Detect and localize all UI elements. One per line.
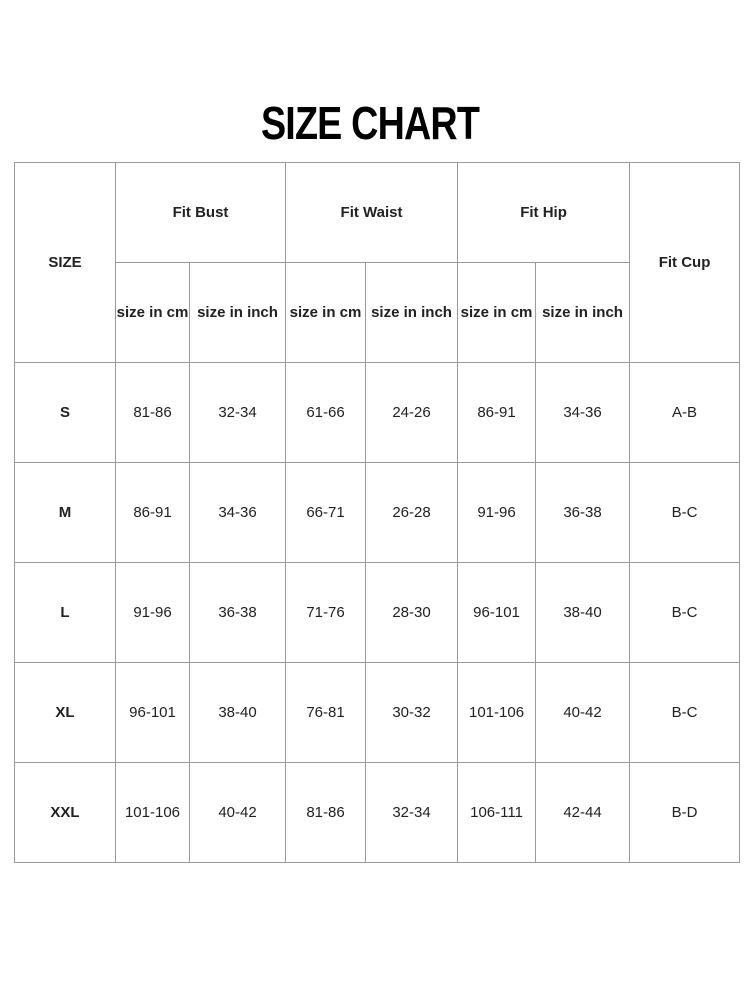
hip-inch-cell: 40-42 [536, 663, 630, 763]
bust-inch-cell: 32-34 [190, 363, 286, 463]
bust-cm-cell: 96-101 [116, 663, 190, 763]
size-cell: XL [15, 663, 116, 763]
hip-cm-cell: 106-111 [458, 763, 536, 863]
size-cell: L [15, 563, 116, 663]
header-waist-inch: size in inch [366, 263, 458, 363]
hip-inch-cell: 36-38 [536, 463, 630, 563]
table-row [15, 563, 740, 663]
waist-cm-cell: 81-86 [286, 763, 366, 863]
hip-cm-cell: 96-101 [458, 563, 536, 663]
cup-cell: B-C [630, 663, 740, 763]
table-row [15, 663, 740, 763]
header-bust-inch: size in inch [190, 263, 286, 363]
header-size: SIZE [15, 163, 116, 363]
waist-cm-cell: 66-71 [286, 463, 366, 563]
size-chart-table [14, 162, 740, 863]
table-row [15, 763, 740, 863]
header-fit-bust: Fit Bust [116, 163, 286, 263]
table-row [15, 463, 740, 563]
waist-inch-cell: 24-26 [366, 363, 458, 463]
waist-cm-cell: 71-76 [286, 563, 366, 663]
bust-inch-cell: 40-42 [190, 763, 286, 863]
bust-cm-cell: 86-91 [116, 463, 190, 563]
header-row-groups [15, 163, 740, 263]
size-cell: XXL [15, 763, 116, 863]
cup-cell: A-B [630, 363, 740, 463]
bust-cm-cell: 101-106 [116, 763, 190, 863]
hip-inch-cell: 38-40 [536, 563, 630, 663]
header-fit-waist: Fit Waist [286, 163, 458, 263]
waist-inch-cell: 28-30 [366, 563, 458, 663]
bust-inch-cell: 34-36 [190, 463, 286, 563]
size-cell: M [15, 463, 116, 563]
bust-cm-cell: 81-86 [116, 363, 190, 463]
bust-inch-cell: 38-40 [190, 663, 286, 763]
hip-cm-cell: 86-91 [458, 363, 536, 463]
waist-cm-cell: 76-81 [286, 663, 366, 763]
page-title: SIZE CHART [260, 97, 480, 149]
header-hip-cm: size in cm [458, 263, 536, 363]
header-fit-hip: Fit Hip [458, 163, 630, 263]
cup-cell: B-D [630, 763, 740, 863]
waist-inch-cell: 32-34 [366, 763, 458, 863]
header-bust-cm: size in cm [116, 263, 190, 363]
bust-cm-cell: 91-96 [116, 563, 190, 663]
bust-inch-cell: 36-38 [190, 563, 286, 663]
waist-inch-cell: 26-28 [366, 463, 458, 563]
waist-cm-cell: 61-66 [286, 363, 366, 463]
hip-inch-cell: 34-36 [536, 363, 630, 463]
hip-cm-cell: 101-106 [458, 663, 536, 763]
hip-inch-cell: 42-44 [536, 763, 630, 863]
size-cell: S [15, 363, 116, 463]
header-fit-cup: Fit Cup [630, 163, 740, 363]
cup-cell: B-C [630, 463, 740, 563]
cup-cell: B-C [630, 563, 740, 663]
table-row [15, 363, 740, 463]
waist-inch-cell: 30-32 [366, 663, 458, 763]
header-hip-inch: size in inch [536, 263, 630, 363]
hip-cm-cell: 91-96 [458, 463, 536, 563]
header-waist-cm: size in cm [286, 263, 366, 363]
